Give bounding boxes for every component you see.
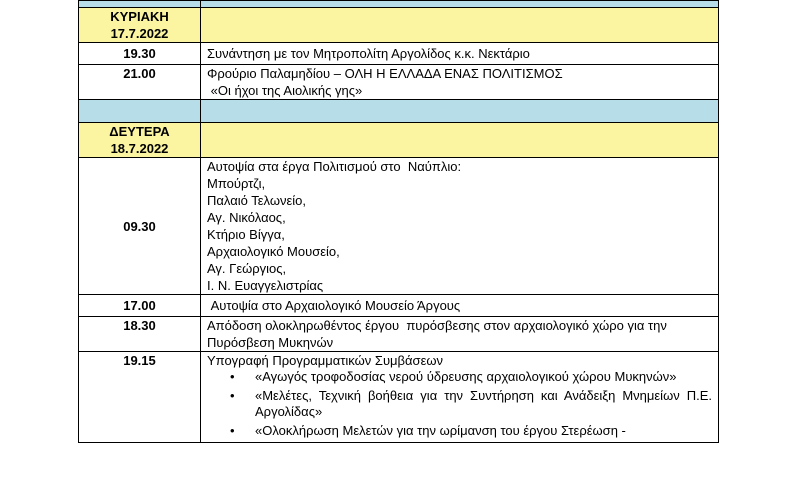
- event-description-cell: [201, 43, 719, 65]
- event-description-cell: [201, 158, 719, 295]
- event-time: 18.30: [123, 318, 156, 333]
- schedule-table: [78, 0, 719, 443]
- day-name: ΔΕΥΤΕΡΑ: [109, 124, 170, 139]
- event-description-line: Ι. Ν. Ευαγγελιστρίας: [207, 278, 324, 293]
- event-description-line: Μπούρτζι,: [207, 176, 266, 191]
- separator-cell: [79, 1, 201, 8]
- day-separator-row: [79, 1, 719, 8]
- day-separator-row: [79, 100, 719, 123]
- event-time-cell: [79, 317, 201, 352]
- event-time: 19.15: [123, 353, 156, 368]
- day-date: 18.7.2022: [110, 141, 169, 156]
- event-row: [79, 43, 719, 65]
- event-time: 19.30: [123, 46, 156, 61]
- event-description-line: Αγ. Νικόλαος,: [207, 210, 286, 225]
- separator-cell: [201, 100, 719, 123]
- agreements-list: [207, 369, 712, 439]
- event-description-line: Αγ. Γεώργιος,: [207, 261, 287, 276]
- event-row: [79, 317, 719, 352]
- event-row: [79, 295, 719, 317]
- event-time-cell: [79, 43, 201, 65]
- event-time-cell: [79, 158, 201, 295]
- event-time: 09.30: [123, 218, 156, 234]
- event-row: [79, 158, 719, 295]
- event-description-line: Αυτοψία στα έργα Πολιτισμού στο Ναύπλιο:: [207, 159, 462, 174]
- event-description-cell: [201, 317, 719, 352]
- day-header-row: [79, 123, 719, 158]
- agreement-list-item: • «Αγωγός τροφοδοσίας νερού ύδρευσης αρχαιολογικού χώρου Μυκηνών»: [207, 369, 712, 385]
- event-description-line: Συνάντηση με τον Μητροπολίτη Αργολίδος κ.κ. Νεκτάριο: [207, 46, 530, 61]
- event-row: [79, 65, 719, 100]
- separator-cell: [201, 1, 719, 8]
- event-time-cell: [79, 352, 201, 443]
- day-cell: [79, 8, 201, 43]
- day-empty-cell: [201, 123, 719, 158]
- day-date: 17.7.2022: [110, 26, 169, 41]
- day-empty-cell: [201, 8, 719, 43]
- agreement-list-item: • «Μελέτες, Τεχνική βοήθεια για την Συντήρηση και Ανάδειξη Μνημείων Π.Ε. Αργολίδας»: [207, 388, 712, 420]
- event-time-cell: [79, 65, 201, 100]
- day-header-row: [79, 8, 719, 43]
- event-description-line: Απόδοση ολοκληρωθέντος έργου πυρόσβεσης στον αρχαιολογικό χώρο για την Πυρόσβεση Μυκηνών: [207, 318, 671, 350]
- event-time: 21.00: [123, 66, 156, 81]
- event-description-line: Παλαιό Τελωνείο,: [207, 193, 307, 208]
- schedule-body: [79, 1, 719, 443]
- event-description-line: Αυτοψία στο Αρχαιολογικό Μουσείο Άργους: [207, 298, 461, 313]
- agreement-list-item: • «Ολοκλήρωση Μελετών για την ωρίμανση του έργου Στερέωση -: [207, 423, 712, 439]
- event-description-cell: [201, 65, 719, 100]
- event-description-line: Φρούριο Παλαμηδίου – ΟΛΗ Η ΕΛΛΑΔΑ ΕΝΑΣ ΠΟΛΙΤΙΣΜΟΣ: [207, 66, 563, 81]
- event-time: 17.00: [123, 298, 156, 313]
- event-description-cell: [201, 352, 719, 443]
- event-description-line: Υπογραφή Προγραμματικών Συμβάσεων: [207, 353, 444, 368]
- day-name: ΚΥΡΙΑΚΗ: [110, 9, 169, 24]
- event-description-cell: [201, 295, 719, 317]
- event-description-line: Κτήριο Βίγγα,: [207, 227, 285, 242]
- day-cell: [79, 123, 201, 158]
- event-row: [79, 352, 719, 443]
- separator-cell: [79, 100, 201, 123]
- event-description-line: «Οι ήχοι της Αιολικής γης»: [207, 83, 363, 98]
- event-description-line: Αρχαιολογικό Μουσείο,: [207, 244, 340, 259]
- event-time-cell: [79, 295, 201, 317]
